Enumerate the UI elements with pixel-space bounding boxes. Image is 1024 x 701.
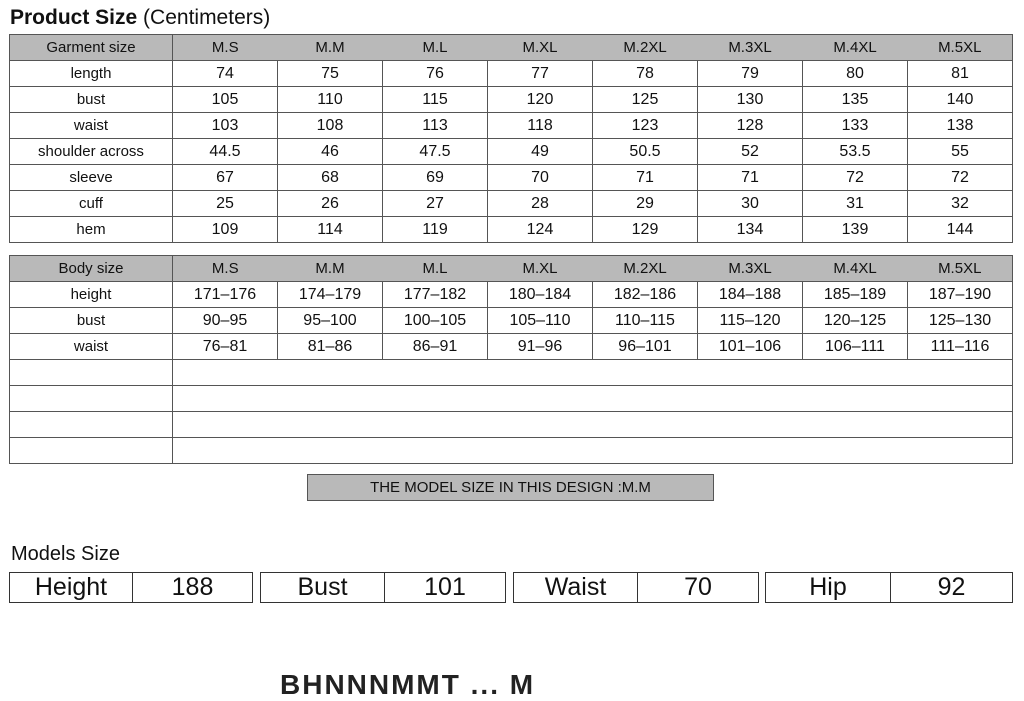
row-label: length (10, 61, 173, 87)
table-cell: 119 (383, 217, 488, 243)
table-row (10, 113, 1013, 139)
table-cell: 29 (593, 191, 698, 217)
table-cell: 25 (173, 191, 278, 217)
table-cell: 110 (278, 87, 383, 113)
size-column-header: M.M (278, 35, 383, 61)
table-cell: 96–101 (593, 334, 698, 360)
table-cell: 128 (698, 113, 803, 139)
table-cell: 120 (488, 87, 593, 113)
table-cell: 110–115 (593, 308, 698, 334)
table-row (10, 217, 1013, 243)
model-measure-box (260, 572, 506, 603)
table-row (10, 61, 1013, 87)
table-cell: 113 (383, 113, 488, 139)
table-cell: 76 (383, 61, 488, 87)
model-measure-box (513, 572, 759, 603)
table-cell: 44.5 (173, 139, 278, 165)
table-cell: 115–120 (698, 308, 803, 334)
page-title (10, 6, 270, 30)
table-cell: 100–105 (383, 308, 488, 334)
table-cell: 177–182 (383, 282, 488, 308)
table-cell: 115 (383, 87, 488, 113)
size-column-header: M.5XL (908, 256, 1013, 282)
table-cell: 120–125 (803, 308, 908, 334)
table-cell: 28 (488, 191, 593, 217)
model-measure-label: Hip (766, 573, 891, 602)
table-cell: 72 (803, 165, 908, 191)
table-row (10, 165, 1013, 191)
table-cell: 76–81 (173, 334, 278, 360)
row-label: cuff (10, 191, 173, 217)
size-column-header: M.S (173, 256, 278, 282)
table-cell: 81 (908, 61, 1013, 87)
table-cell: 46 (278, 139, 383, 165)
footer-cutoff-text: BHNNNMMT ... M (280, 669, 536, 700)
table-cell: 184–188 (698, 282, 803, 308)
table-cell: 72 (908, 165, 1013, 191)
empty-row (10, 360, 1013, 386)
row-label: height (10, 282, 173, 308)
model-measure-value: 70 (684, 573, 712, 601)
table-cell: 134 (698, 217, 803, 243)
row-label: bust (10, 87, 173, 113)
table-cell: 139 (803, 217, 908, 243)
table-cell: 81–86 (278, 334, 383, 360)
model-size-banner: THE MODEL SIZE IN THIS DESIGN :M.M (307, 474, 714, 501)
table-cell: 49 (488, 139, 593, 165)
model-measure-value: 101 (424, 573, 466, 601)
table-cell: 74 (173, 61, 278, 87)
table-cell: 90–95 (173, 308, 278, 334)
table-cell: 111–116 (908, 334, 1013, 360)
row-label: hem (10, 217, 173, 243)
table-cell: 32 (908, 191, 1013, 217)
table-cell: 78 (593, 61, 698, 87)
empty-cell (10, 386, 173, 412)
table-cell: 103 (173, 113, 278, 139)
table-cell: 108 (278, 113, 383, 139)
size-column-header: M.XL (488, 256, 593, 282)
size-column-header: M.M (278, 256, 383, 282)
body-header-row (10, 256, 1013, 282)
size-column-header: M.XL (488, 35, 593, 61)
table-cell: 105–110 (488, 308, 593, 334)
model-measure-box (765, 572, 1013, 603)
table-cell: 55 (908, 139, 1013, 165)
table-cell: 80 (803, 61, 908, 87)
table-cell: 77 (488, 61, 593, 87)
row-label: sleeve (10, 165, 173, 191)
table-cell: 125 (593, 87, 698, 113)
title-unit: (Centimeters) (143, 6, 271, 29)
model-measure-box (9, 572, 253, 603)
garment-size-table (9, 34, 1013, 243)
empty-cell (173, 438, 1013, 464)
empty-row (10, 412, 1013, 438)
model-measure-label: Height (10, 573, 133, 602)
size-column-header: M.4XL (803, 35, 908, 61)
empty-cell (10, 438, 173, 464)
body-size-table (9, 255, 1013, 464)
table-row (10, 139, 1013, 165)
body-header-label: Body size (10, 256, 173, 282)
table-cell: 95–100 (278, 308, 383, 334)
title-main: Product Size (10, 6, 138, 29)
table-cell: 187–190 (908, 282, 1013, 308)
model-measure-value: 92 (937, 573, 966, 601)
table-cell: 31 (803, 191, 908, 217)
size-column-header: M.2XL (593, 35, 698, 61)
empty-cell (173, 360, 1013, 386)
table-cell: 125–130 (908, 308, 1013, 334)
table-cell: 133 (803, 113, 908, 139)
empty-row (10, 386, 1013, 412)
row-label: waist (10, 334, 173, 360)
table-row (10, 87, 1013, 113)
size-column-header: M.3XL (698, 35, 803, 61)
garment-header-label: Garment size (10, 35, 173, 61)
table-cell: 47.5 (383, 139, 488, 165)
size-column-header: M.5XL (908, 35, 1013, 61)
table-cell: 114 (278, 217, 383, 243)
table-cell: 105 (173, 87, 278, 113)
table-cell: 86–91 (383, 334, 488, 360)
table-cell: 138 (908, 113, 1013, 139)
table-cell: 79 (698, 61, 803, 87)
empty-cell (10, 412, 173, 438)
model-measure-label: Waist (514, 573, 638, 602)
empty-cell (173, 386, 1013, 412)
table-row (10, 191, 1013, 217)
table-cell: 135 (803, 87, 908, 113)
models-size-title: Models Size (11, 543, 120, 565)
model-measure-label: Bust (261, 573, 385, 602)
table-cell: 52 (698, 139, 803, 165)
table-cell: 140 (908, 87, 1013, 113)
table-cell: 50.5 (593, 139, 698, 165)
table-row (10, 334, 1013, 360)
size-column-header: M.L (383, 35, 488, 61)
row-label: shoulder across (10, 139, 173, 165)
table-row (10, 308, 1013, 334)
table-cell: 144 (908, 217, 1013, 243)
table-cell: 69 (383, 165, 488, 191)
table-cell: 91–96 (488, 334, 593, 360)
table-cell: 71 (593, 165, 698, 191)
table-cell: 70 (488, 165, 593, 191)
table-cell: 123 (593, 113, 698, 139)
row-label: bust (10, 308, 173, 334)
table-cell: 118 (488, 113, 593, 139)
table-cell: 53.5 (803, 139, 908, 165)
size-column-header: M.3XL (698, 256, 803, 282)
table-cell: 130 (698, 87, 803, 113)
table-cell: 185–189 (803, 282, 908, 308)
table-cell: 101–106 (698, 334, 803, 360)
table-cell: 182–186 (593, 282, 698, 308)
table-cell: 30 (698, 191, 803, 217)
table-cell: 75 (278, 61, 383, 87)
model-measure-value: 188 (171, 573, 214, 601)
empty-row (10, 438, 1013, 464)
table-cell: 124 (488, 217, 593, 243)
table-cell: 109 (173, 217, 278, 243)
table-cell: 129 (593, 217, 698, 243)
table-cell: 67 (173, 165, 278, 191)
size-column-header: M.S (173, 35, 278, 61)
table-cell: 71 (698, 165, 803, 191)
size-column-header: M.2XL (593, 256, 698, 282)
table-cell: 180–184 (488, 282, 593, 308)
table-cell: 174–179 (278, 282, 383, 308)
table-cell: 27 (383, 191, 488, 217)
size-column-header: M.L (383, 256, 488, 282)
garment-header-row (10, 35, 1013, 61)
empty-cell (10, 360, 173, 386)
table-cell: 106–111 (803, 334, 908, 360)
table-cell: 68 (278, 165, 383, 191)
size-column-header: M.4XL (803, 256, 908, 282)
empty-cell (173, 412, 1013, 438)
table-row (10, 282, 1013, 308)
row-label: waist (10, 113, 173, 139)
table-cell: 26 (278, 191, 383, 217)
table-cell: 171–176 (173, 282, 278, 308)
